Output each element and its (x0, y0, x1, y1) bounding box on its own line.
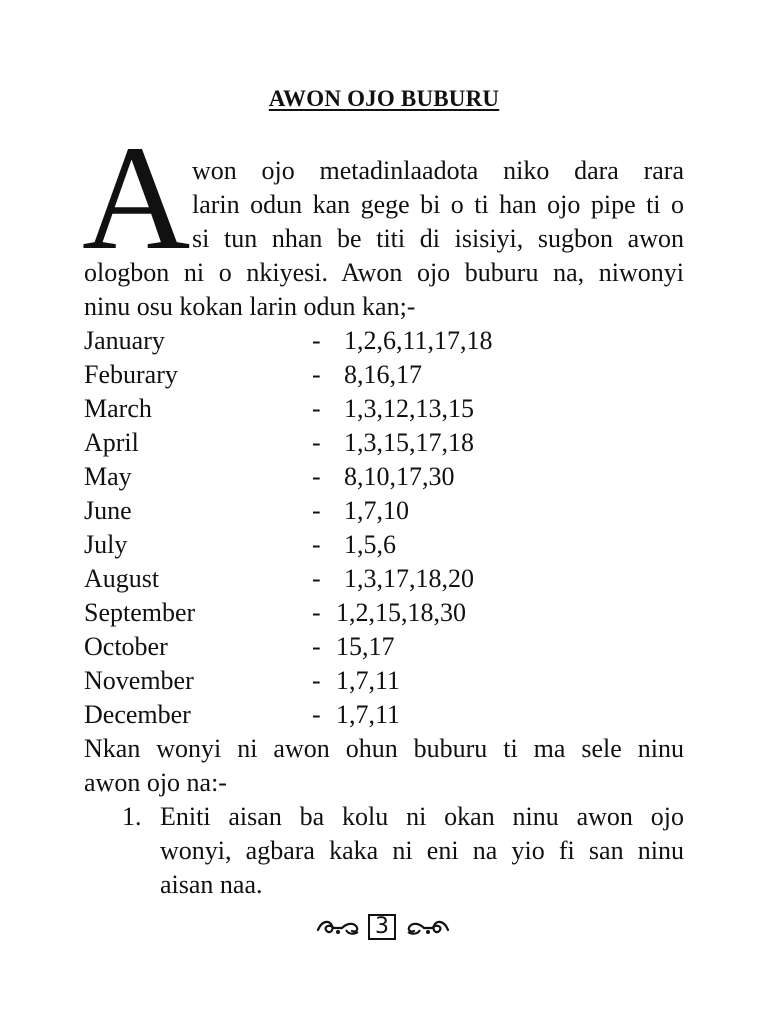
bad-dates: 8,16,17 (344, 360, 422, 389)
list-item (84, 358, 684, 392)
paragraph-line: Nkan wonyi ni awon ohun buburu ti ma sele ninu (84, 734, 684, 763)
month-name: June (84, 496, 132, 525)
list-item-text (160, 800, 684, 902)
separator-dash: - (312, 632, 321, 661)
month-name: January (84, 326, 165, 355)
separator-dash: - (312, 326, 321, 355)
separator-dash: - (312, 428, 321, 457)
month-name: August (84, 564, 160, 593)
paragraph-line: awon ojo na:- (84, 768, 227, 797)
bad-dates: 1,7,11 (336, 700, 401, 729)
month-name: Feburary (84, 360, 178, 389)
intro-line: larin odun kan gege bi o ti han ojo pipe ti o (192, 190, 684, 219)
list-number: 1. (122, 802, 142, 831)
bad-dates: 1,5,6 (344, 530, 396, 559)
list-text-line: aisan naa. (160, 870, 263, 899)
list-item (84, 562, 684, 596)
page-footer (0, 908, 768, 948)
month-name: July (84, 530, 128, 559)
list-item (84, 426, 684, 460)
floral-ornament-right-icon (404, 918, 450, 938)
bad-dates: 1,3,17,18,20 (344, 564, 474, 593)
separator-dash: - (312, 462, 321, 491)
bad-dates: 8,10,17,30 (344, 462, 455, 491)
bad-dates: 1,2,6,11,17,18 (344, 326, 493, 355)
list-item (84, 460, 684, 494)
list-item (84, 494, 684, 528)
separator-dash: - (312, 360, 321, 389)
month-name: April (84, 428, 139, 457)
separator-dash: - (312, 564, 321, 593)
month-name: May (84, 462, 132, 491)
separator-dash: - (312, 530, 321, 559)
bad-dates: 1,2,15,18,30 (336, 598, 466, 627)
page-title: AWON OJO BUBURU (268, 86, 500, 111)
separator-dash: - (312, 666, 321, 695)
list-text-line: wonyi, agbara kaka ni eni na yio fi san ninu (160, 836, 684, 865)
bad-days-list (84, 324, 684, 732)
month-name: December (84, 700, 191, 729)
list-item (84, 324, 684, 358)
drop-cap: A (82, 115, 191, 281)
bad-dates: 1,7,10 (344, 496, 409, 525)
separator-dash: - (312, 394, 321, 423)
bad-dates: 1,3,15,17,18 (344, 428, 474, 457)
separator-dash: - (312, 496, 321, 525)
separator-dash: - (312, 700, 321, 729)
list-item (84, 596, 684, 630)
bad-dates: 1,7,11 (336, 666, 401, 695)
list-item (84, 664, 684, 698)
separator-dash: - (312, 598, 321, 627)
list-item (84, 630, 684, 664)
intro-line: ologbon ni o nkiyesi. Awon ojo buburu na, niwonyi (84, 258, 684, 287)
floral-ornament-left-icon (316, 918, 362, 938)
list-item (84, 528, 684, 562)
list-text-line: Eniti aisan ba kolu ni okan ninu awon ojo (160, 802, 684, 831)
bad-dates: 1,3,12,13,15 (344, 394, 474, 423)
intro-line: si tun nhan be titi di isisiyi, sugbon awon (192, 224, 684, 253)
intro-line: ninu osu kokan larin odun kan;- (84, 292, 416, 321)
list-item (84, 698, 684, 732)
month-name: October (84, 632, 168, 661)
page-number: 3 (368, 914, 396, 940)
list-item (84, 392, 684, 426)
month-name: September (84, 598, 196, 627)
month-name: March (84, 394, 152, 423)
bad-dates: 15,17 (336, 632, 395, 661)
intro-line: won ojo metadinlaadota niko dara rara (192, 156, 684, 185)
month-name: November (84, 666, 194, 695)
